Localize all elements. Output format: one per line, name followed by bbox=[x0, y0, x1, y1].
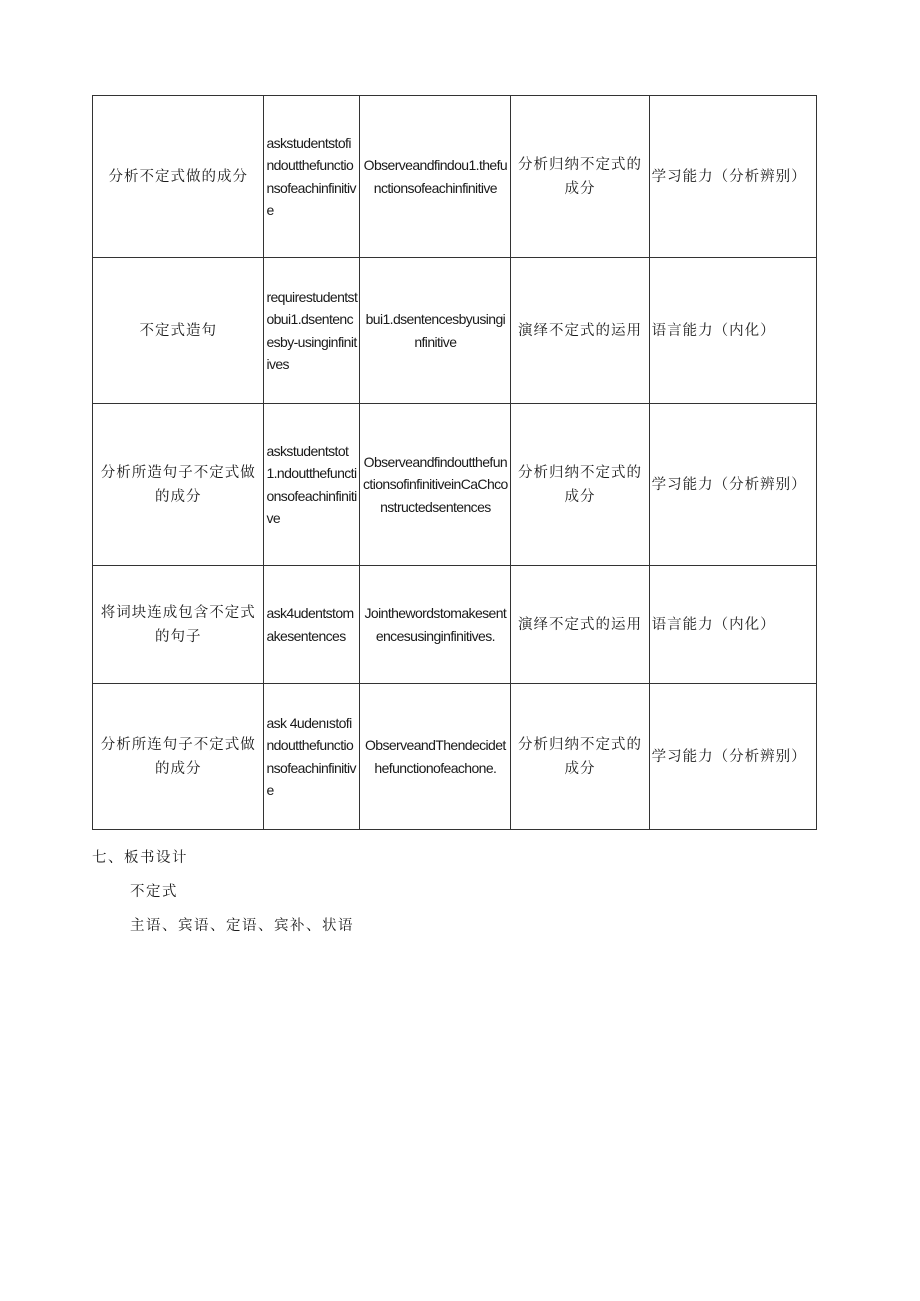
student-activity-cell: Observeandfindou1.thefunctionsofeachinfinitive bbox=[360, 96, 511, 258]
table-row bbox=[93, 566, 817, 684]
intent-cell: 演绎不定式的运用 bbox=[511, 258, 649, 404]
ability-cell: 学习能力（分析辨别） bbox=[649, 684, 816, 830]
board-functions: 主语、宾语、定语、宾补、状语 bbox=[130, 918, 354, 934]
teacher-activity-cell: askstudentstot1.ndoutthefunctionsofeachinfinitive bbox=[264, 404, 360, 566]
table-row bbox=[93, 404, 817, 566]
ability-cell: 语言能力（内化） bbox=[649, 566, 816, 684]
intent-cell: 分析归纳不定式的成分 bbox=[511, 684, 649, 830]
ability-cell: 学习能力（分析辨别） bbox=[649, 96, 816, 258]
table-row bbox=[93, 684, 817, 830]
teacher-activity-cell: askstudentstofindoutthefunctionsofeachinfinitive bbox=[264, 96, 360, 258]
teacher-activity-cell: requirestudentstobui1.dsentencesby-usinginfinitives bbox=[264, 258, 360, 404]
student-activity-cell: ObserveandfindoutthefunctionsofinfinitiveinCaChconstructedsentences bbox=[360, 404, 511, 566]
student-activity-cell: bui1.dsentencesbyusinginfinitive bbox=[360, 258, 511, 404]
section-heading: 七、板书设计 bbox=[92, 850, 188, 866]
board-topic: 不定式 bbox=[130, 884, 178, 900]
student-activity-cell: Jointhewordstomakesentencesusinginfinitives. bbox=[360, 566, 511, 684]
student-activity-cell: ObserveandThendecidethefunctionofeachone. bbox=[360, 684, 511, 830]
teacher-activity-cell: ask 4udenıstofindoutthefunctionsofeachinfinitive bbox=[264, 684, 360, 830]
activity-cell: 不定式造句 bbox=[93, 258, 264, 404]
teacher-activity-cell: ask4udentstomakesentences bbox=[264, 566, 360, 684]
ability-cell: 语言能力（内化） bbox=[649, 258, 816, 404]
activity-cell: 将词块连成包含不定式的句子 bbox=[93, 566, 264, 684]
intent-cell: 分析归纳不定式的成分 bbox=[511, 404, 649, 566]
table-row bbox=[93, 96, 817, 258]
lesson-table bbox=[92, 95, 817, 830]
activity-cell: 分析不定式做的成分 bbox=[93, 96, 264, 258]
table-row bbox=[93, 258, 817, 404]
activity-cell: 分析所连句子不定式做的成分 bbox=[93, 684, 264, 830]
activity-cell: 分析所造句子不定式做的成分 bbox=[93, 404, 264, 566]
intent-cell: 演绎不定式的运用 bbox=[511, 566, 649, 684]
intent-cell: 分析归纳不定式的成分 bbox=[511, 96, 649, 258]
ability-cell: 学习能力（分析辨别） bbox=[649, 404, 816, 566]
